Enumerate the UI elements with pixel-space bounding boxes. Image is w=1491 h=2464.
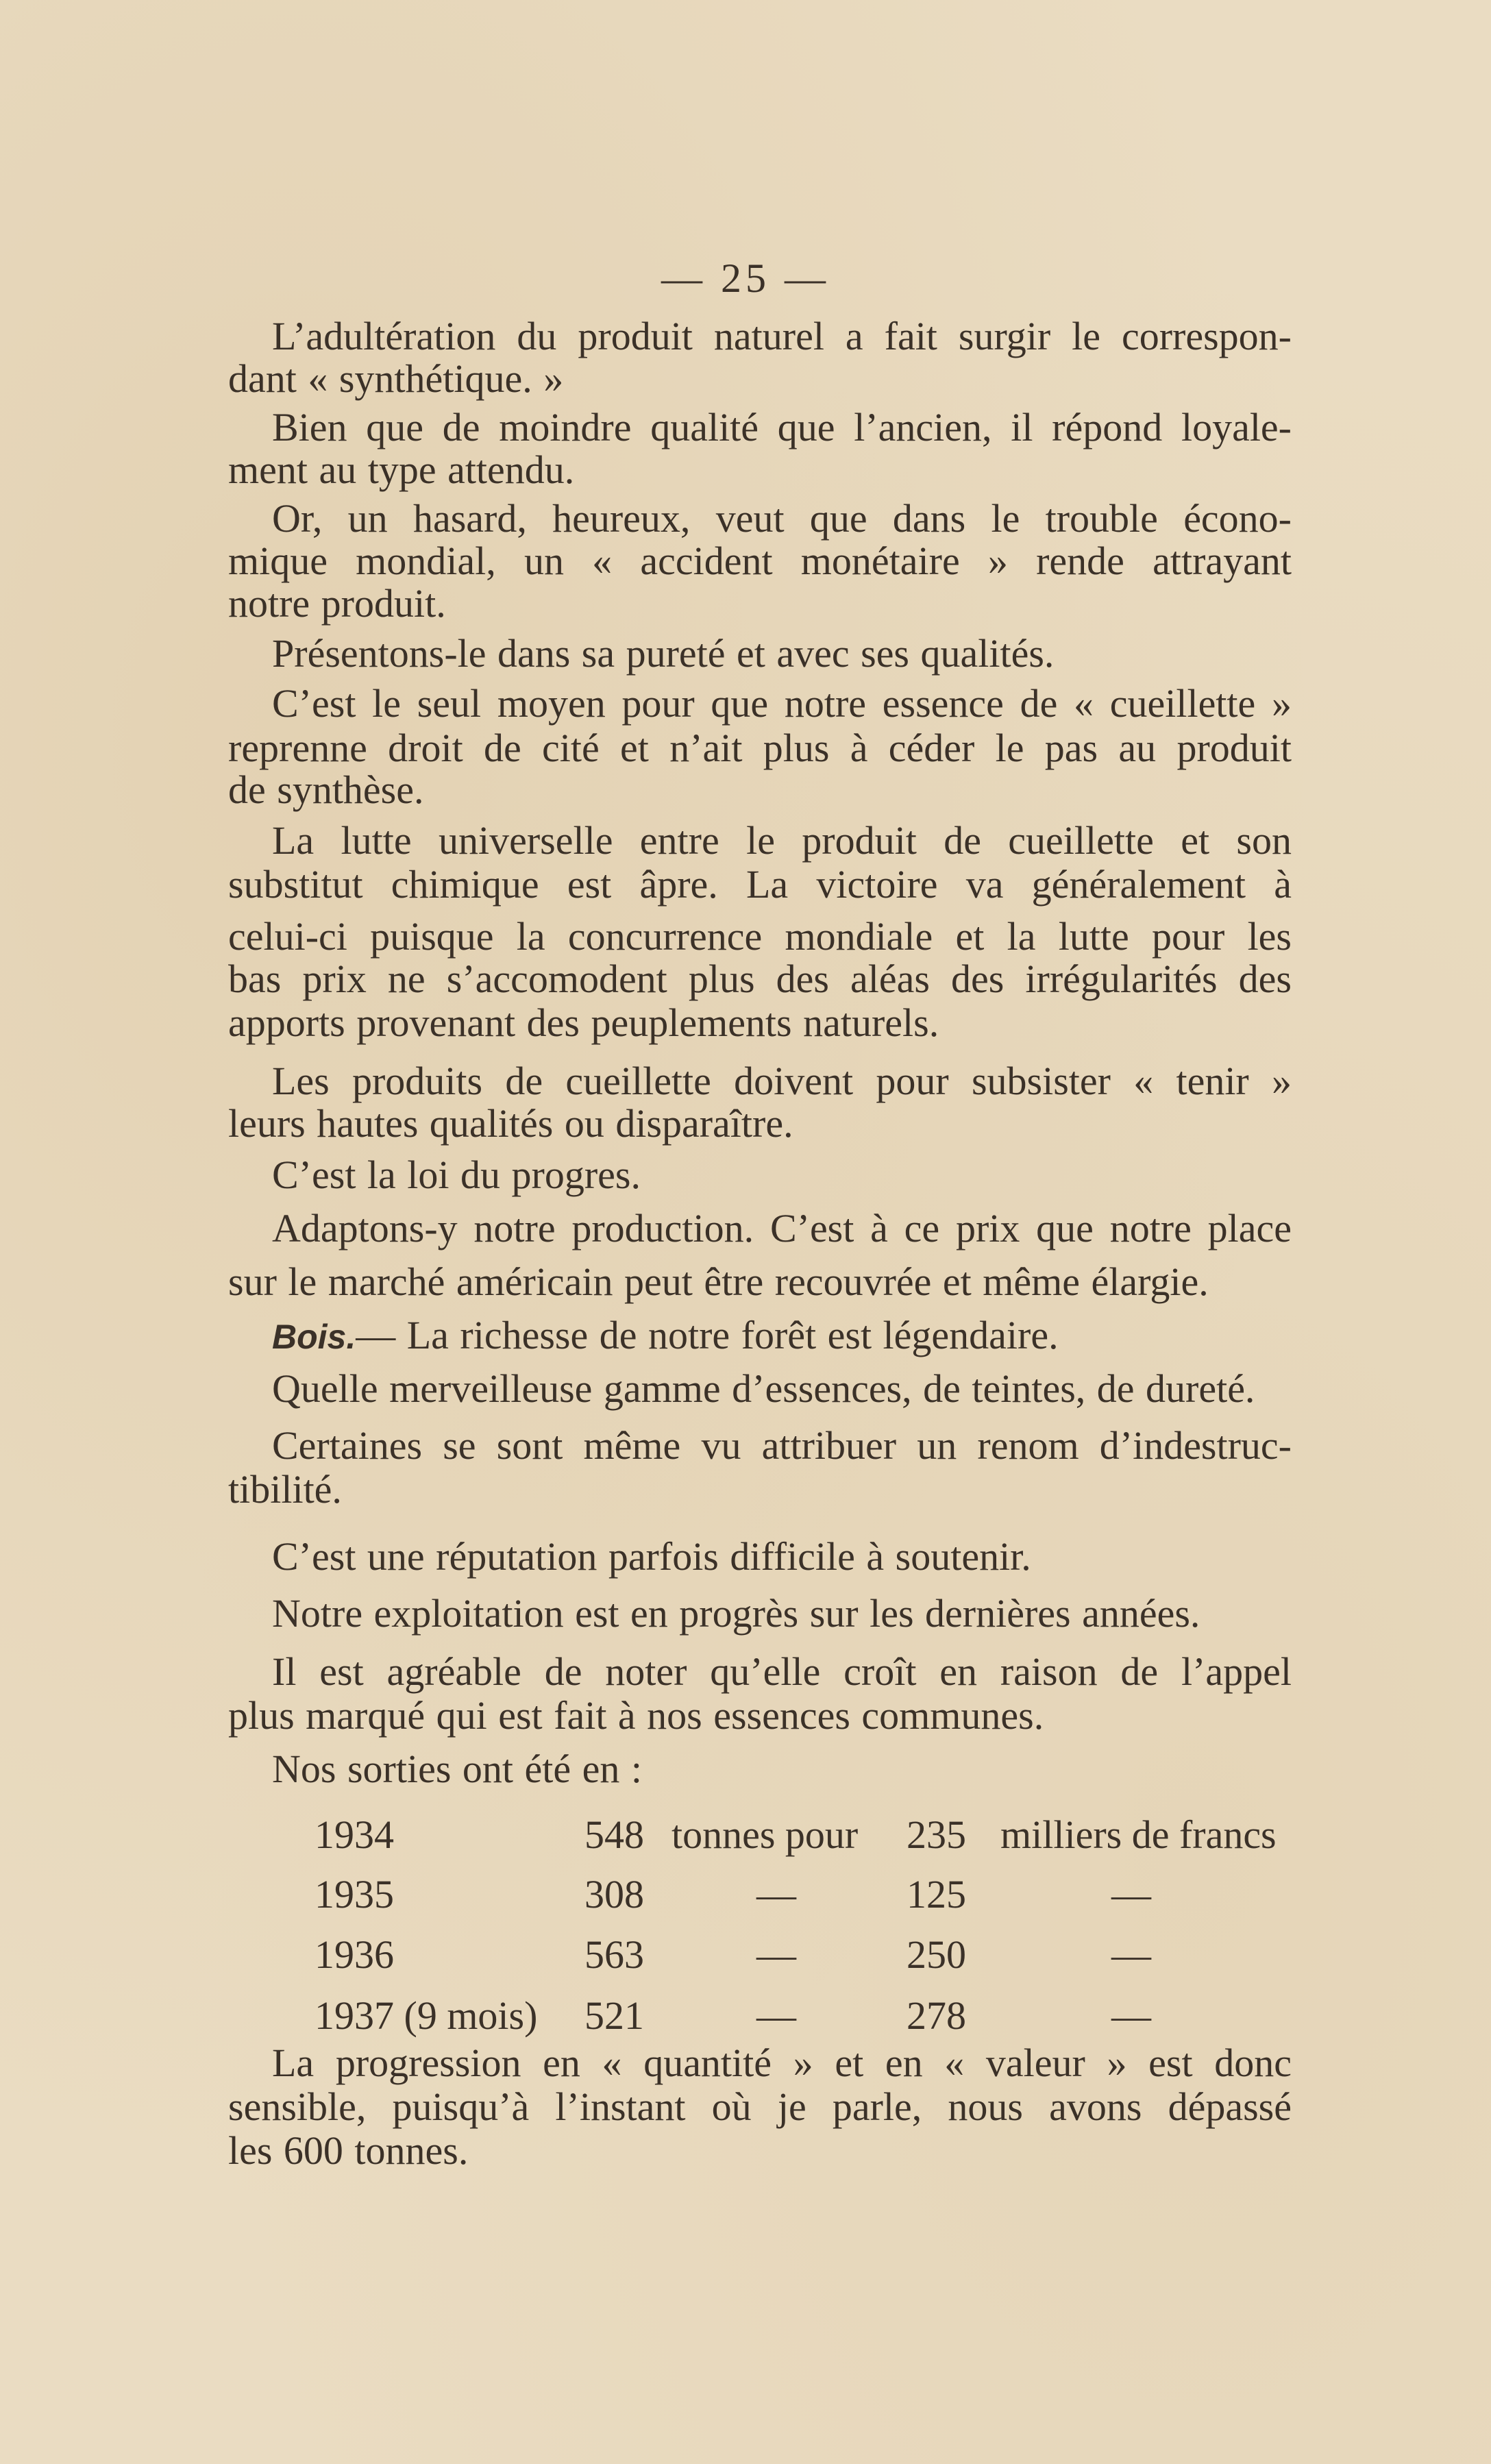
text-line: bas prix ne s’accomodent plus des aléas des irrégularités des	[228, 957, 1292, 1001]
table-cell-sep2: —	[1111, 1932, 1151, 1977]
text-line	[272, 1314, 1292, 1357]
table-cell-year: 1934	[315, 1812, 394, 1857]
table-cell-tonnes: 548	[584, 1812, 644, 1857]
text-line: apports provenant des peuplements naturels.	[228, 1000, 939, 1045]
table-cell-sep1: —	[756, 1993, 796, 2038]
text-line: La progression en « quantité » et en « valeur » est donc	[272, 2041, 1292, 2085]
table-cell-tonnes: 563	[584, 1932, 644, 1977]
text-line: Il est agréable de noter qu’elle croît en raison de l’appel	[272, 1649, 1292, 1694]
text-line: leurs hautes qualités ou disparaître.	[228, 1101, 793, 1146]
table-cell-value: 125	[907, 1872, 966, 1917]
text-line: celui-ci puisque la concurrence mondiale et la lutte pour les	[228, 914, 1292, 959]
text-line: tibilité.	[228, 1467, 342, 1512]
text-line: Quelle merveilleuse gamme d’essences, de teintes, de dureté.	[272, 1366, 1255, 1411]
table-cell-sep1: —	[756, 1872, 796, 1917]
table-cell-year: 1936	[315, 1932, 394, 1977]
section-label: Bois.	[272, 1318, 356, 1356]
text-line: ment au type attendu.	[228, 447, 575, 492]
text-line: Adaptons-y notre production. C’est à ce prix que notre place	[272, 1206, 1292, 1251]
text-line: La lutte universelle entre le produit de cueillette et son	[272, 818, 1292, 863]
text-line: mique mondial, un « accident monétaire » rende attrayant	[228, 539, 1292, 583]
text-line: les 600 tonnes.	[228, 2128, 469, 2173]
table-cell-sep1: tonnes pour	[671, 1812, 859, 1857]
text-line: reprenne droit de cité et n’ait plus à céder le pas au produit	[228, 726, 1292, 770]
table-cell-value: 235	[907, 1812, 966, 1857]
table-cell-year: 1937 (9 mois)	[315, 1993, 538, 2038]
text-line: Les produits de cueillette doivent pour subsister « tenir »	[272, 1059, 1292, 1103]
page-number: — 25 —	[661, 256, 830, 301]
text-line: Or, un hasard, heureux, veut que dans le trouble écono-	[272, 496, 1292, 541]
text-line: C’est une réputation parfois difficile à soutenir.	[272, 1534, 1031, 1579]
text-line: Notre exploitation est en progrès sur les dernières années.	[272, 1591, 1200, 1636]
text-line: plus marqué qui est fait à nos essences communes.	[228, 1693, 1044, 1738]
text-line: dant « synthétique. »	[228, 356, 564, 401]
text-line: notre produit.	[228, 581, 446, 626]
table-cell-sep2: —	[1111, 1993, 1151, 2038]
text-line: Présentons-le dans sa pureté et avec ses qualités.	[272, 631, 1055, 676]
table-cell-value: 250	[907, 1932, 966, 1977]
text-line: C’est le seul moyen pour que notre essence de « cueillette »	[272, 681, 1292, 726]
table-cell-tonnes: 308	[584, 1872, 644, 1917]
text-line: sur le marché américain peut être recouvrée et même élargie.	[228, 1259, 1209, 1304]
table-cell-sep1: —	[756, 1932, 796, 1977]
table-cell-sep2: —	[1111, 1872, 1151, 1917]
text-line-content: — La richesse de notre forêt est légendaire.	[356, 1313, 1059, 1357]
text-line: L’adultération du produit naturel a fait surgir le correspon-	[272, 314, 1292, 358]
text-line: C’est la loi du progres.	[272, 1153, 641, 1197]
table-cell-tonnes: 521	[584, 1993, 644, 2038]
text-line: Certaines se sont même vu attribuer un renom d’indestruc-	[272, 1423, 1292, 1468]
text-line: Nos sorties ont été en :	[272, 1747, 642, 1791]
table-cell-sep2: milliers de francs	[1000, 1812, 1277, 1857]
text-line: sensible, puisqu’à l’instant où je parle, nous avons dépassé	[228, 2084, 1292, 2129]
text-line: substitut chimique est âpre. La victoire va généralement à	[228, 862, 1292, 907]
table-cell-value: 278	[907, 1993, 966, 2038]
table-cell-year: 1935	[315, 1872, 394, 1917]
text-line: Bien que de moindre qualité que l’ancien, il répond loyale-	[272, 405, 1292, 449]
text-line: de synthèse.	[228, 767, 424, 812]
